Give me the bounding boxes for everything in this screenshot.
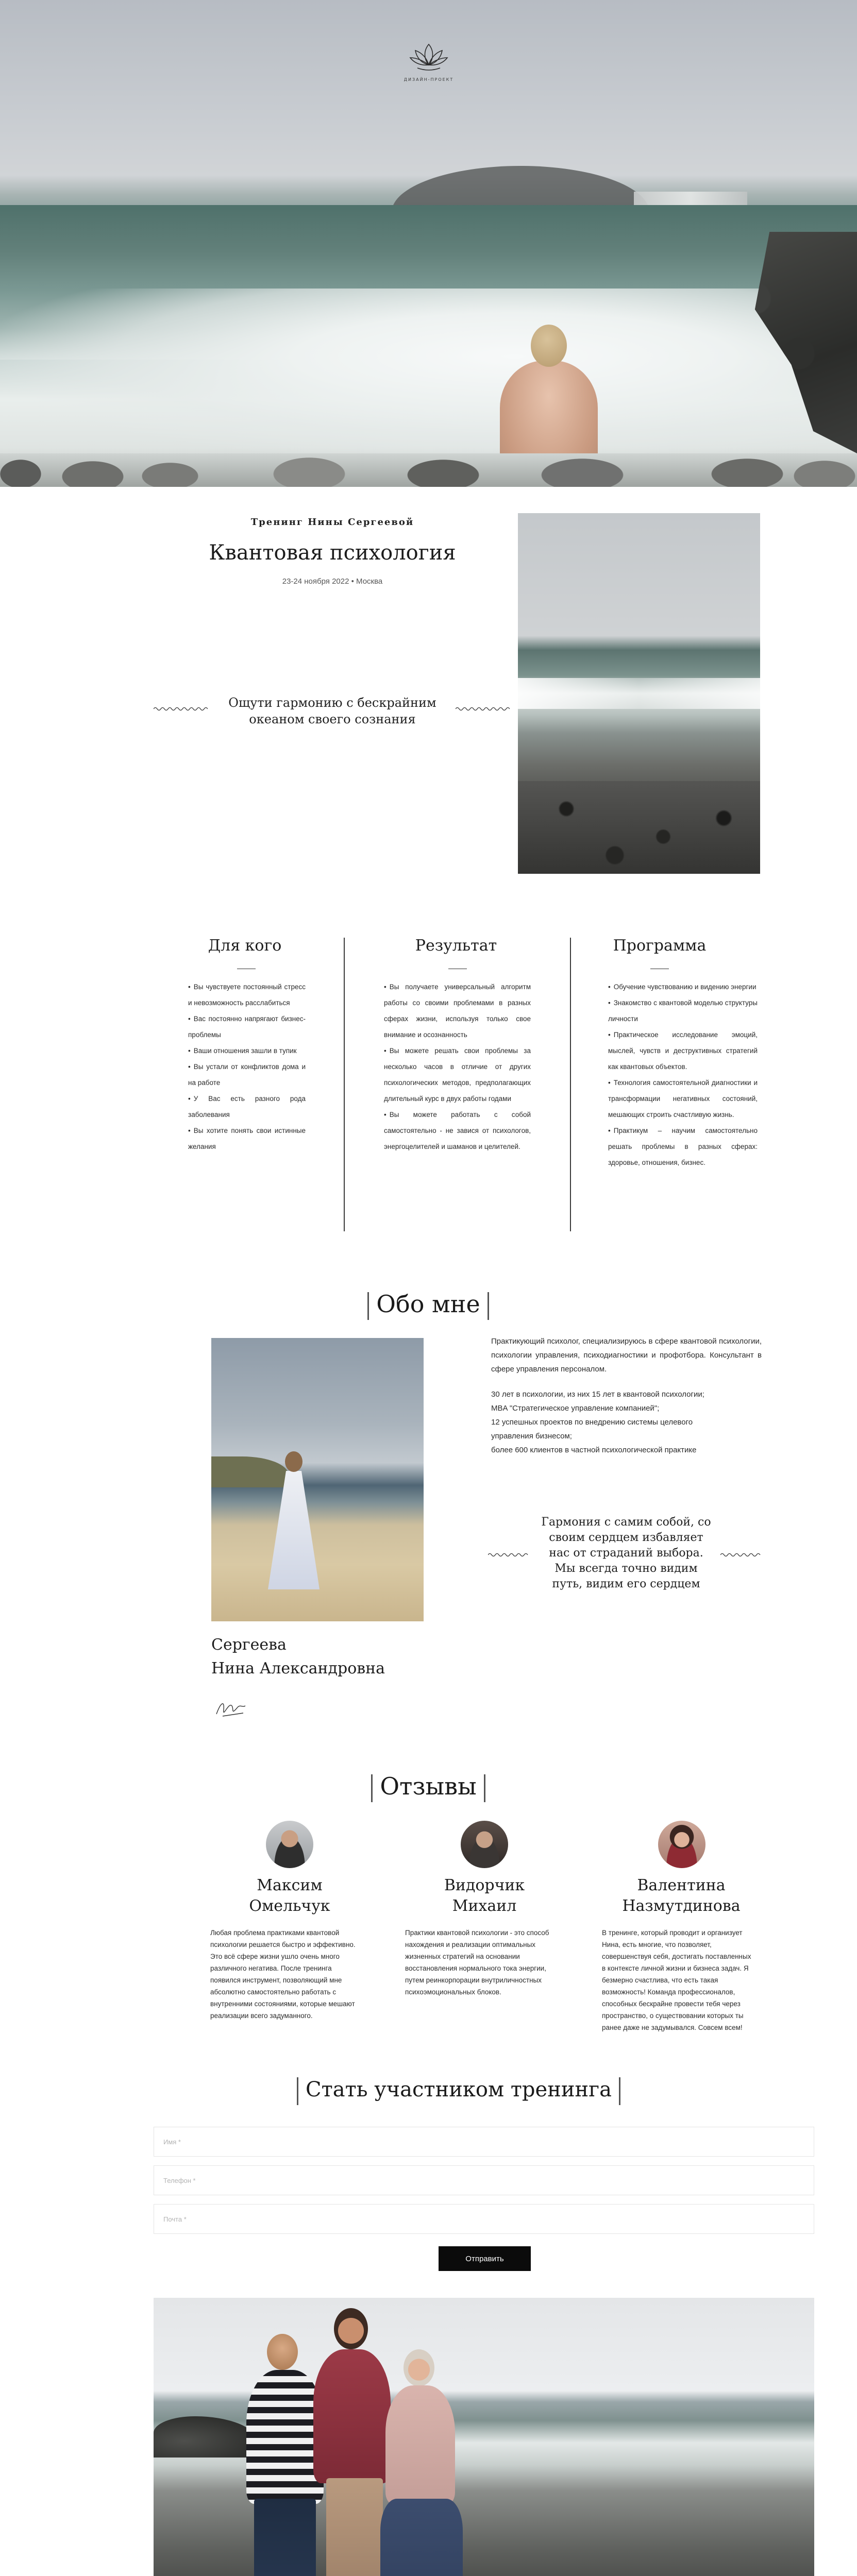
- review-last-name: Михаил: [452, 1897, 517, 1915]
- about-fact: более 600 клиентов в частной психологической практике: [491, 1446, 697, 1454]
- list-item: • У Вас есть разного рода заболевания: [188, 1091, 306, 1123]
- column-divider: [344, 938, 345, 1231]
- group-photo: [154, 2298, 814, 2576]
- form-title-text: Стать участником тренинга: [306, 2078, 612, 2102]
- list-item: • Практическое исследование эмоций, мыслей, чувств и деструктивных стратегий как квантовых объектов.: [608, 1027, 758, 1075]
- avatar: [658, 1821, 705, 1868]
- review-text: Практики квантовой психологии - это способ нахождения и реализации оптимальных жизненных стратегий на основании восстановления нормального тока энергии, путем реинкорпорации внутриличностных психоэмоциональных блоков.: [405, 1929, 549, 1996]
- review-text: В тренинге, который проводит и организует Нина, есть многие, что позволяет, совершенствуя себя, достигать поставленных в контексте личной жизни и бизнеса задач. Я безмерно счастлива, что есть такая возможность! Команда профессионалов, способных бескрайне провести тебя через пространство, о существовании которых ты ранее даже не задумывался. Совсем всем!: [602, 1929, 751, 2031]
- lotus-icon[interactable]: [405, 35, 452, 82]
- column-title-program: Программа: [613, 937, 707, 955]
- list-item: • Вы можете решать свои проблемы за несколько часов в отличие от других психологических методов, предполагающих длительный курс в двух работы годами: [384, 1043, 531, 1107]
- list-item: • Вы хотите понять свои истинные желания: [188, 1123, 306, 1155]
- intro-photo: [518, 513, 760, 874]
- review-first-name: Видорчик: [444, 1876, 525, 1894]
- list-item: • Вы получаете универсальный алгоритм работы со своими проблемами в разных сферах жизни, используя только свое внимание и осознанность: [384, 979, 531, 1043]
- column-list-audience: [188, 979, 306, 1155]
- avatar: [266, 1821, 313, 1868]
- about-title-text: Обо мне: [376, 1290, 480, 1318]
- review-last-name: Назмутдинова: [622, 1897, 741, 1915]
- about-firstname: Нина Александровна: [211, 1659, 385, 1677]
- review-first-name: Валентина: [637, 1876, 726, 1894]
- about-fact: MBA "Стратегическое управление компанией";: [491, 1404, 660, 1413]
- review-text: Любая проблема практиками квантовой психологии решается быстро и эффективно. Это всё сфере жизни ушло очень много различного негатива. После тренинга появился инструмент, позволяющий мне абсолютно самостоятельно работать с внутренними состояниями, которые мешают реализации всего задуманного.: [210, 1929, 356, 2020]
- about-text: [491, 1334, 762, 1457]
- page-title: Квантовая психология: [209, 541, 456, 565]
- about-name: [211, 1633, 407, 1681]
- list-item: • Технология самостоятельной диагностики и трансформации негативных состояний, мешающих строить счастливую жизнь.: [608, 1075, 758, 1123]
- about-fact: 12 успешных проектов по внедрению системы целевого управления бизнесом;: [491, 1418, 693, 1440]
- list-item: • Вы устали от конфликтов дома и на работе: [188, 1059, 306, 1091]
- about-paragraph: Практикующий психолог, специализируюсь в сфере квантовой психологии, психологии управления, психодиагностики и профотбора. Консультант в сфере управления персоналом.: [491, 1337, 762, 1374]
- name-input[interactable]: [154, 2127, 814, 2157]
- column-list-program: [608, 979, 758, 1171]
- hero-stones: [0, 453, 857, 487]
- review-name: [407, 1875, 562, 1917]
- list-item: • Практикум – научим самостоятельно решать проблемы в разных сферах: здоровье, отношения, бизнес.: [608, 1123, 758, 1171]
- event-date: 23-24 ноября 2022 • Москва: [282, 577, 383, 586]
- reviews-title: [325, 1772, 531, 1802]
- about-fact: 30 лет в психологии, из них 15 лет в квантовой психологии;: [491, 1390, 704, 1399]
- signature-icon: [211, 1692, 253, 1723]
- list-item: • Обучение чувствованию и видению энергии: [608, 979, 758, 995]
- about-surname: Сергеева: [211, 1636, 287, 1654]
- hero-foam: [0, 289, 857, 459]
- avatar: [461, 1821, 508, 1868]
- wavy-divider-left: [488, 1552, 529, 1558]
- review-first-name: Максим: [257, 1876, 323, 1894]
- email-input[interactable]: [154, 2204, 814, 2234]
- column-title-audience: Для кого: [208, 937, 282, 955]
- column-divider: [570, 938, 571, 1231]
- column-title-result: Результат: [415, 937, 497, 955]
- review-last-name: Омельчук: [249, 1897, 330, 1915]
- list-item: • Ваши отношения зашли в тупик: [188, 1043, 306, 1059]
- training-eyebrow: Тренинг Нины Сергеевой: [250, 517, 414, 528]
- photo-person: [375, 2349, 463, 2576]
- column-list-result: [384, 979, 531, 1155]
- wavy-divider-right: [456, 706, 510, 712]
- intro-tagline: Ощути гармонию с бескрайним океаном своего сознания: [228, 696, 436, 726]
- about-quote: Гармония с самим собой, со своим сердцем избавляет нас от страданий выбора. Мы всегда точно видим путь, видим его сердцем: [541, 1516, 711, 1590]
- list-item: • Знакомство с квантовой моделью структуры личности: [608, 995, 758, 1027]
- list-item: • Вы чувствуете постоянный стресс и невозможность расслабиться: [188, 979, 306, 1011]
- form-title: [278, 2077, 639, 2105]
- about-photo: [211, 1338, 424, 1621]
- review-name: [212, 1875, 367, 1917]
- wavy-divider-left: [154, 706, 208, 712]
- logo-text: ДИЗАЙН-ПРОЕКТ: [404, 77, 454, 82]
- submit-button[interactable]: Отправить: [439, 2246, 531, 2271]
- review-name: [604, 1875, 759, 1917]
- reviews-title-text: Отзывы: [380, 1772, 477, 1800]
- phone-input[interactable]: [154, 2165, 814, 2195]
- wavy-divider-right: [720, 1552, 762, 1558]
- about-title: [325, 1290, 531, 1320]
- list-item: • Вы можете работать с собой самостоятельно - не завися от психологов, энергоцелителей и шаманов и целителей.: [384, 1107, 531, 1155]
- list-item: • Вас постоянно напрягают бизнес-проблемы: [188, 1011, 306, 1043]
